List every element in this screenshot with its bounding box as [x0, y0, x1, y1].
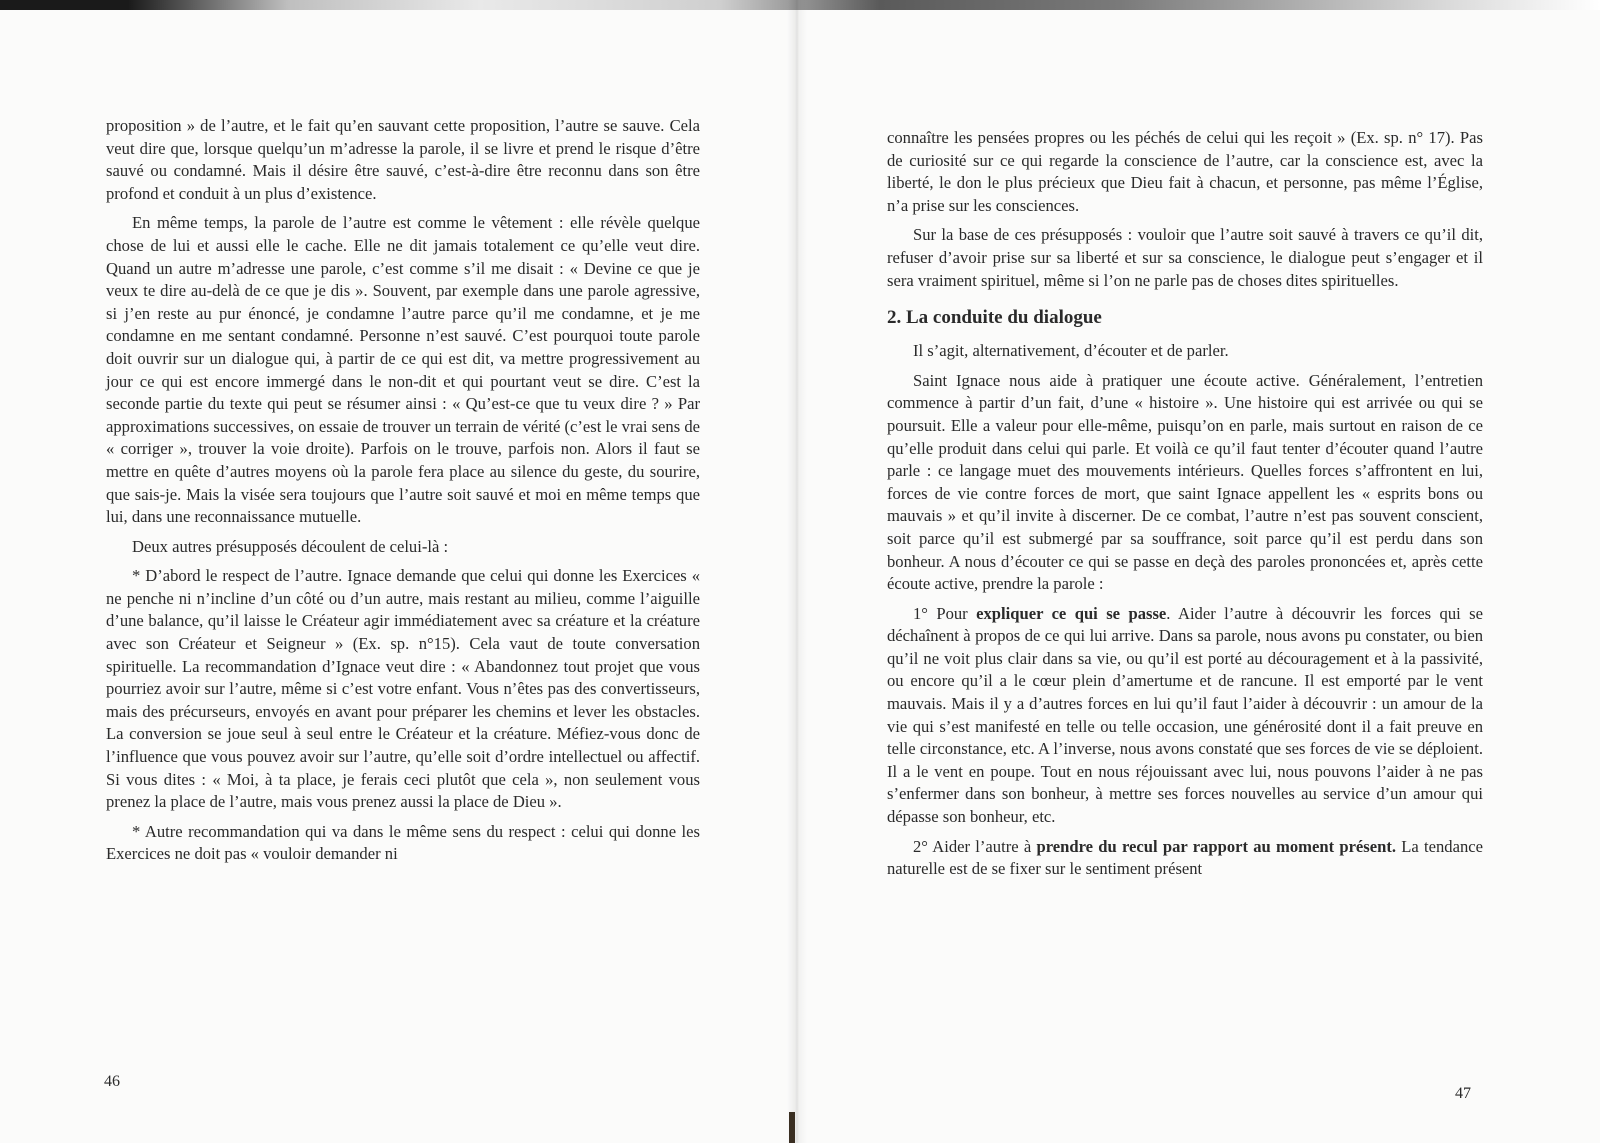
section-heading: 2. La conduite du dialogue [887, 307, 1102, 329]
right-paragraph-2: Sur la base de ces présupposés : vouloir que l’autre soit sauvé à travers ce qu’il dit, refuser d’avoir prise sur sa liberté et sur sa conscience, le dialogue peut s’engager et il sera vraiment spirituel, même si l’on ne parle pas de choses dites spirituelles. [887, 225, 1483, 290]
para5-rest: . Aider l’autre à découvrir les forces qui se déchaînent à propos de ce qui lui arrive. Dans sa parole, nous avons pu constater, ou bien qu’il ne voit plus clair dans sa vie, ou qu’il est porté au découragement et à la passivité, ou encore qu’il a le cœur plein d’amertume et de rancune. Il est emporté par le vent mauvais. Mais il y a d’autres forces en lui qu’il faut l’aider à découvrir : un amour de la vie qui s’est manifesté en telle ou telle occasion, une générosité dont il a fait preuve en telle circonstance, etc. A l’inverse, nous avons constaté que ses forces de vie se déploient. Il a le vent en poupe. Tout en nous réjouissant avec lui, nous pouvons l’aider à ne pas s’enfermer dans son bonheur, à mettre ses forces nouvelles au service d’un amour qui dépasse son bonheur, etc. [887, 603, 1483, 827]
left-paragraph-5: * Autre recommandation qui va dans le même sens du respect : celui qui donne les Exercices ne doit pas « vouloir demander ni [106, 821, 700, 864]
book-gutter [787, 0, 807, 1143]
right-paragraph-3: Il s’agit, alternativement, d’écouter et de parler. [913, 341, 1229, 361]
page-number-right: 47 [1455, 1085, 1471, 1102]
left-paragraph-3: Deux autres présupposés découlent de celui-là : [132, 536, 449, 556]
left-page-text [106, 115, 700, 873]
right-paragraph-5 [887, 603, 1483, 829]
para6-rest: La tendance naturelle est de se fixer sur le sentiment présent [887, 836, 1483, 879]
right-paragraph-6 [887, 836, 1483, 881]
right-paragraph-1: connaître les pensées propres ou les péchés de celui qui les reçoit » (Ex. sp. n° 17). Pas de curiosité sur ce qui regarde la conscience de l’autre, car la conscience est, avec la liberté, le don le plus précieux que Dieu fait à chacun, et personne, pas même l’Église, n’a prise sur les consciences. [887, 128, 1483, 215]
right-page-text [887, 127, 1483, 888]
left-paragraph-2: En même temps, la parole de l’autre est comme le vêtement : elle révèle quelque chose de lui et aussi elle le cache. Elle ne dit jamais totalement ce qu’elle veut dire. Quand un autre m’adresse une parole, c’est comme s’il me disait : « Devine ce que je veux te dire au-delà de ce que je dis ». Souvent, par exemple dans une parole agressive, si j’en reste au pur énoncé, je condamne l’autre parce qu’il me condamne, et je me condamne en me sentant condamné. Personne n’est sauvé. C’est pourquoi toute parole doit ouvrir sur un dialogue qui, à partir de ce qui est dit, va mettre progressivement au jour ce qui est encore immergé dans le non-dit et qui pourtant veut se dire. C’est la seconde partie du texte qui peut se résumer ainsi : « Qu’est-ce que tu veux dire ? » Par approximations successives, on essaie de trouver un terrain de vérité (c’est le vrai sens de « corriger », trouver la voie droite). Parfois on le trouve, parfois non. Alors il faut se mettre en quête d’autres moyens où la parole fera place au silence du geste, du sourire, que sais-je. Mais la visée sera toujours que l’autre soit sauvé et moi en même temps que lui, dans une reconnaissance mutuelle. [106, 213, 700, 527]
binding-mark [789, 1112, 795, 1143]
para5-prefix: 1° Pour [913, 603, 977, 623]
left-paragraph-4: * D’abord le respect de l’autre. Ignace demande que celui qui donne les Exercices « ne penche ni n’incline d’un côté ou d’un autre, mais restant au milieu, comme l’aiguille d’une balance, qu’il laisse le Créateur agir immédiatement avec sa créature et la créature avec son Créateur et Seigneur » (Ex. sp. n°15). Cela vaut de toute conversation spirituelle. La recommandation d’Ignace veut dire : « Abandonnez tout projet que vous pourriez avoir sur l’autre, même si c’est votre enfant. Vous n’êtes pas des convertisseurs, mais des précurseurs, envoyés en avant pour préparer les chemins et lever les obstacles. La conversion se joue seul à seul entre le Créateur et la créature. Méfiez-vous donc de l’influence que vous pouvez avoir sur l’autre, qu’elle soit d’ordre intellectuel ou affectif. Si vous dites : « Moi, à ta place, je ferais ceci plutôt que cela », non seulement vous prenez la place de l’autre, mais vous prenez aussi la place de Dieu ». [106, 566, 700, 812]
left-paragraph-1: proposition » de l’autre, et le fait qu’en sauvant cette proposition, l’autre se sauve. Cela veut dire que, lorsque quelqu’un m’adresse la parole, il se livre et prend le risque d’être sauvé ou condamné. Mais il désire être sauvé, c’est-à-dire être reconnu dans son être profond et conduit à un plus d’existence. [106, 116, 700, 203]
para6-bold: prendre du recul par rapport au moment présent. [1036, 836, 1397, 856]
para6-prefix: 2° Aider l’autre à [913, 836, 1037, 856]
para5-bold: expliquer ce qui se passe [976, 603, 1167, 623]
right-paragraph-4: Saint Ignace nous aide à pratiquer une écoute active. Généralement, l’entretien commence à partir d’un fait, d’une « histoire ». Une histoire qui est arrivée ou qui se poursuit. Elle a valeur pour elle-même, puisqu’on en parle, mais surtout en raison de ce qu’elle produit dans celui qui parle. Et voilà ce qu’il faut tenter d’écouter quand l’autre parle : ce langage muet des mouvements intérieurs. Quelles forces s’affrontent en lui, forces de vie contre forces de mort, que saint Ignace appellent les « esprits bons ou mauvais » et qu’il invite à discerner. De ce combat, l’autre n’est pas souvent conscient, soit parce qu’il est submergé par sa souffrance, soit parce qu’il est perdu dans son bonheur. A nous d’écouter ce qui se passe en deçà des paroles prononcées et, après cette écoute active, prendre la parole : [887, 370, 1483, 594]
page-number-left: 46 [104, 1073, 120, 1090]
